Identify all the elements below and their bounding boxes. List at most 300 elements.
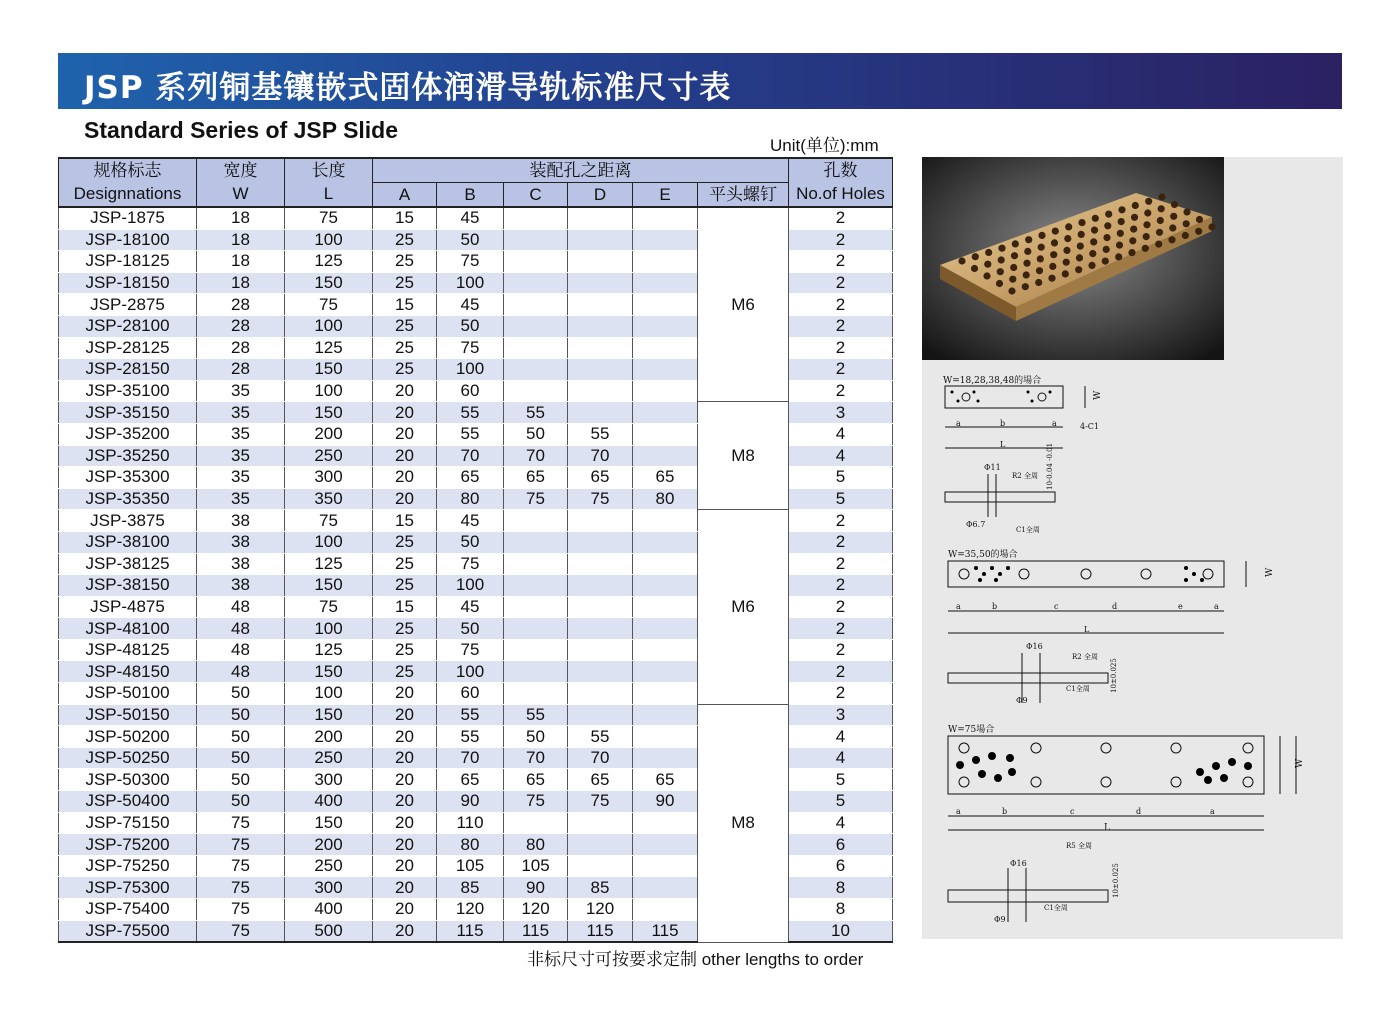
table-row xyxy=(59,704,893,726)
cell-c: 75 xyxy=(504,791,568,813)
cell-holes: 2 xyxy=(789,380,893,402)
cell-width: 75 xyxy=(197,855,285,877)
cell-b: 55 xyxy=(437,423,504,445)
cell-designation: JSP-38150 xyxy=(59,575,197,597)
cell-b: 45 xyxy=(437,596,504,618)
cell-d xyxy=(568,812,633,834)
cell-length: 150 xyxy=(285,272,373,294)
svg-text:a: a xyxy=(1214,602,1219,611)
cell-a: 20 xyxy=(373,683,437,705)
cell-holes: 2 xyxy=(789,531,893,553)
cell-d xyxy=(568,294,633,316)
cell-designation: JSP-18100 xyxy=(59,229,197,251)
cell-designation: JSP-2875 xyxy=(59,294,197,316)
cell-holes: 2 xyxy=(789,272,893,294)
cell-width: 75 xyxy=(197,877,285,899)
cell-b: 55 xyxy=(437,726,504,748)
cell-length: 150 xyxy=(285,812,373,834)
unit-label: Unit(单位):mm xyxy=(770,136,879,155)
cell-width: 38 xyxy=(197,575,285,597)
cell-length: 200 xyxy=(285,423,373,445)
cell-e: 115 xyxy=(633,920,698,942)
cell-holes: 4 xyxy=(789,726,893,748)
cell-d xyxy=(568,337,633,359)
cell-length: 150 xyxy=(285,661,373,683)
cell-designation: JSP-18150 xyxy=(59,272,197,294)
svg-text:c: c xyxy=(1070,807,1075,816)
drawing1-chamfer: 4-C1 xyxy=(1080,422,1100,431)
cell-b: 55 xyxy=(437,704,504,726)
cell-e xyxy=(633,596,698,618)
cell-length: 125 xyxy=(285,639,373,661)
svg-text:a: a xyxy=(1210,807,1215,816)
cell-holes: 5 xyxy=(789,791,893,813)
drawing1-c1: C1全周 xyxy=(1016,526,1040,534)
cell-designation: JSP-75300 xyxy=(59,877,197,899)
cell-width: 28 xyxy=(197,359,285,381)
cell-d: 65 xyxy=(568,467,633,489)
cell-holes: 2 xyxy=(789,575,893,597)
cell-d xyxy=(568,251,633,273)
cell-width: 48 xyxy=(197,661,285,683)
cell-e: 80 xyxy=(633,488,698,510)
cell-a: 25 xyxy=(373,531,437,553)
cell-c: 55 xyxy=(504,704,568,726)
cell-b: 50 xyxy=(437,315,504,337)
cell-e xyxy=(633,402,698,424)
cell-b: 55 xyxy=(437,402,504,424)
cell-holes: 2 xyxy=(789,294,893,316)
cell-designation: JSP-38125 xyxy=(59,553,197,575)
cell-c xyxy=(504,683,568,705)
svg-text:c: c xyxy=(1054,602,1059,611)
cell-width: 28 xyxy=(197,315,285,337)
cell-e xyxy=(633,834,698,856)
cell-a: 20 xyxy=(373,726,437,748)
cell-e: 90 xyxy=(633,791,698,813)
header-holes-cn: 孔数 xyxy=(789,158,893,183)
cell-designation: JSP-28125 xyxy=(59,337,197,359)
cell-designation: JSP-35150 xyxy=(59,402,197,424)
cell-d xyxy=(568,380,633,402)
cell-c: 120 xyxy=(504,899,568,921)
cell-c: 80 xyxy=(504,834,568,856)
table-row xyxy=(59,402,893,424)
cell-length: 150 xyxy=(285,704,373,726)
cell-designation: JSP-50150 xyxy=(59,704,197,726)
cell-d xyxy=(568,229,633,251)
svg-text:d: d xyxy=(1136,807,1142,816)
cell-d xyxy=(568,704,633,726)
cell-length: 300 xyxy=(285,769,373,791)
cell-a: 20 xyxy=(373,834,437,856)
cell-b: 120 xyxy=(437,899,504,921)
cell-designation: JSP-48125 xyxy=(59,639,197,661)
cell-e: 65 xyxy=(633,769,698,791)
cell-width: 18 xyxy=(197,251,285,273)
drawing3-c1: C1全周 xyxy=(1044,904,1068,912)
cell-c xyxy=(504,575,568,597)
cell-width: 18 xyxy=(197,207,285,229)
page-subtitle: Standard Series of JSP Slide xyxy=(84,117,399,143)
cell-designation: JSP-1875 xyxy=(59,207,197,229)
cell-width: 38 xyxy=(197,553,285,575)
cell-designation: JSP-48150 xyxy=(59,661,197,683)
cell-d xyxy=(568,596,633,618)
cell-d: 75 xyxy=(568,791,633,813)
cell-holes: 2 xyxy=(789,315,893,337)
cell-screw: M6 xyxy=(698,510,789,704)
cell-a: 20 xyxy=(373,445,437,467)
cell-a: 20 xyxy=(373,877,437,899)
cell-length: 100 xyxy=(285,380,373,402)
header-holes-en: No.of Holes xyxy=(789,183,893,208)
cell-a: 15 xyxy=(373,510,437,532)
cell-a: 20 xyxy=(373,855,437,877)
cell-width: 50 xyxy=(197,747,285,769)
header-width-cn: 宽度 xyxy=(197,158,285,183)
cell-b: 75 xyxy=(437,251,504,273)
cell-d: 115 xyxy=(568,920,633,942)
cell-designation: JSP-35250 xyxy=(59,445,197,467)
cell-c xyxy=(504,337,568,359)
cell-holes: 3 xyxy=(789,402,893,424)
cell-holes: 2 xyxy=(789,251,893,273)
cell-holes: 3 xyxy=(789,704,893,726)
cell-a: 20 xyxy=(373,402,437,424)
header-mount-distance: 装配孔之距离 xyxy=(373,158,789,183)
cell-c: 65 xyxy=(504,769,568,791)
drawing1-phi11: Φ11 xyxy=(984,463,1001,472)
cell-c xyxy=(504,315,568,337)
cell-e xyxy=(633,337,698,359)
cell-b: 100 xyxy=(437,575,504,597)
cell-designation: JSP-50200 xyxy=(59,726,197,748)
cell-b: 50 xyxy=(437,531,504,553)
cell-b: 100 xyxy=(437,661,504,683)
cell-e xyxy=(633,639,698,661)
cell-designation: JSP-75250 xyxy=(59,855,197,877)
cell-length: 125 xyxy=(285,553,373,575)
cell-length: 150 xyxy=(285,575,373,597)
drawing2-phi9: Φ9 xyxy=(1016,696,1028,705)
cell-holes: 2 xyxy=(789,553,893,575)
cell-c: 50 xyxy=(504,423,568,445)
svg-text:L: L xyxy=(1000,440,1006,449)
cell-width: 28 xyxy=(197,294,285,316)
cell-e xyxy=(633,380,698,402)
cell-designation: JSP-50400 xyxy=(59,791,197,813)
cell-holes: 6 xyxy=(789,834,893,856)
cell-a: 20 xyxy=(373,704,437,726)
cell-width: 75 xyxy=(197,920,285,942)
header-designation-en: Designnations xyxy=(59,183,197,208)
cell-b: 85 xyxy=(437,877,504,899)
cell-c: 75 xyxy=(504,488,568,510)
cell-c: 50 xyxy=(504,726,568,748)
cell-d xyxy=(568,315,633,337)
cell-b: 65 xyxy=(437,467,504,489)
cell-d xyxy=(568,359,633,381)
cell-d xyxy=(568,834,633,856)
cell-holes: 2 xyxy=(789,661,893,683)
page-title: JSP 系列铜基镶嵌式固体润滑导轨标准尺寸表 xyxy=(84,70,732,106)
cell-holes: 2 xyxy=(789,618,893,640)
cell-designation: JSP-35350 xyxy=(59,488,197,510)
cell-e xyxy=(633,445,698,467)
spec-table-body xyxy=(59,207,893,942)
cell-width: 35 xyxy=(197,402,285,424)
cell-c xyxy=(504,251,568,273)
cell-holes: 4 xyxy=(789,812,893,834)
cell-length: 400 xyxy=(285,791,373,813)
cell-e xyxy=(633,229,698,251)
cell-b: 75 xyxy=(437,639,504,661)
cell-b: 75 xyxy=(437,337,504,359)
cell-b: 90 xyxy=(437,791,504,813)
cell-holes: 2 xyxy=(789,639,893,661)
header-b: B xyxy=(437,183,504,208)
cell-c xyxy=(504,661,568,683)
footnote: 非标尺寸可按要求定制 other lengths to order xyxy=(527,950,864,969)
cell-width: 35 xyxy=(197,467,285,489)
cell-length: 250 xyxy=(285,747,373,769)
header-length-en: L xyxy=(285,183,373,208)
cell-a: 15 xyxy=(373,596,437,618)
svg-text:b: b xyxy=(1000,419,1006,428)
cell-width: 35 xyxy=(197,445,285,467)
cell-a: 15 xyxy=(373,207,437,229)
cell-c xyxy=(504,380,568,402)
cell-designation: JSP-50100 xyxy=(59,683,197,705)
cell-b: 80 xyxy=(437,488,504,510)
cell-d: 55 xyxy=(568,726,633,748)
cell-designation: JSP-4875 xyxy=(59,596,197,618)
cell-c: 65 xyxy=(504,467,568,489)
cell-d: 65 xyxy=(568,769,633,791)
title-banner xyxy=(58,53,1342,109)
cell-d xyxy=(568,639,633,661)
cell-d xyxy=(568,510,633,532)
cell-e xyxy=(633,251,698,273)
cell-width: 18 xyxy=(197,229,285,251)
cell-e xyxy=(633,294,698,316)
cell-width: 75 xyxy=(197,899,285,921)
cell-width: 50 xyxy=(197,726,285,748)
cell-length: 150 xyxy=(285,359,373,381)
cell-screw: M8 xyxy=(698,402,789,510)
table-row xyxy=(59,207,893,229)
cell-b: 50 xyxy=(437,229,504,251)
cell-b: 110 xyxy=(437,812,504,834)
cell-e xyxy=(633,315,698,337)
cell-holes: 5 xyxy=(789,467,893,489)
cell-width: 35 xyxy=(197,423,285,445)
cell-b: 50 xyxy=(437,618,504,640)
drawing2-tol: 10±0.025 xyxy=(1110,658,1118,693)
cell-designation: JSP-35100 xyxy=(59,380,197,402)
drawing-w35-50 xyxy=(940,545,1280,710)
cell-holes: 8 xyxy=(789,899,893,921)
drawing3-phi16: Φ16 xyxy=(1010,859,1027,868)
drawing-w18-48 xyxy=(940,372,1120,537)
cell-d xyxy=(568,618,633,640)
cell-width: 50 xyxy=(197,791,285,813)
cell-a: 20 xyxy=(373,423,437,445)
cell-c: 105 xyxy=(504,855,568,877)
cell-e xyxy=(633,575,698,597)
cell-e xyxy=(633,747,698,769)
cell-length: 500 xyxy=(285,920,373,942)
cell-c xyxy=(504,618,568,640)
cell-d xyxy=(568,272,633,294)
cell-designation: JSP-28100 xyxy=(59,315,197,337)
cell-c: 70 xyxy=(504,747,568,769)
cell-b: 45 xyxy=(437,510,504,532)
cell-c xyxy=(504,272,568,294)
cell-a: 20 xyxy=(373,920,437,942)
cell-a: 25 xyxy=(373,229,437,251)
cell-e xyxy=(633,877,698,899)
cell-designation: JSP-28150 xyxy=(59,359,197,381)
cell-c xyxy=(504,229,568,251)
cell-c xyxy=(504,812,568,834)
cell-width: 75 xyxy=(197,812,285,834)
cell-d xyxy=(568,575,633,597)
cell-b: 70 xyxy=(437,445,504,467)
cell-e xyxy=(633,704,698,726)
cell-a: 25 xyxy=(373,272,437,294)
cell-a: 25 xyxy=(373,661,437,683)
cell-c xyxy=(504,359,568,381)
cell-e xyxy=(633,553,698,575)
cell-width: 38 xyxy=(197,531,285,553)
cell-c: 90 xyxy=(504,877,568,899)
cell-length: 100 xyxy=(285,683,373,705)
drawing3-phi9: Φ9 xyxy=(994,915,1006,924)
cell-width: 48 xyxy=(197,618,285,640)
header-screw: 平头螺钉 xyxy=(698,183,789,208)
cell-holes: 2 xyxy=(789,683,893,705)
cell-e xyxy=(633,423,698,445)
cell-b: 80 xyxy=(437,834,504,856)
cell-holes: 4 xyxy=(789,445,893,467)
cell-width: 48 xyxy=(197,596,285,618)
cell-e xyxy=(633,661,698,683)
svg-text:a: a xyxy=(1052,419,1057,428)
cell-screw: M6 xyxy=(698,207,789,402)
cell-a: 20 xyxy=(373,747,437,769)
svg-text:L: L xyxy=(1084,625,1090,634)
cell-b: 60 xyxy=(437,380,504,402)
cell-length: 75 xyxy=(285,294,373,316)
cell-d xyxy=(568,553,633,575)
drawing-w75 xyxy=(940,720,1320,930)
cell-length: 400 xyxy=(285,899,373,921)
svg-text:e: e xyxy=(1178,602,1183,611)
cell-a: 20 xyxy=(373,899,437,921)
drawing1-tol: 10-0.04 -0.01 xyxy=(1046,442,1054,490)
cell-width: 50 xyxy=(197,683,285,705)
cell-c: 115 xyxy=(504,920,568,942)
cell-a: 20 xyxy=(373,467,437,489)
cell-length: 300 xyxy=(285,877,373,899)
cell-d: 75 xyxy=(568,488,633,510)
header-length-cn: 长度 xyxy=(285,158,373,183)
cell-b: 60 xyxy=(437,683,504,705)
cell-a: 25 xyxy=(373,575,437,597)
cell-d xyxy=(568,207,633,229)
cell-e xyxy=(633,726,698,748)
cell-a: 25 xyxy=(373,553,437,575)
cell-a: 25 xyxy=(373,618,437,640)
cell-b: 100 xyxy=(437,272,504,294)
cell-e xyxy=(633,855,698,877)
cell-holes: 4 xyxy=(789,747,893,769)
cell-holes: 2 xyxy=(789,337,893,359)
cell-width: 28 xyxy=(197,337,285,359)
cell-a: 25 xyxy=(373,359,437,381)
cell-length: 250 xyxy=(285,855,373,877)
cell-e xyxy=(633,683,698,705)
cell-c xyxy=(504,294,568,316)
cell-c xyxy=(504,531,568,553)
cell-designation: JSP-3875 xyxy=(59,510,197,532)
cell-a: 25 xyxy=(373,639,437,661)
cell-width: 75 xyxy=(197,834,285,856)
cell-a: 20 xyxy=(373,488,437,510)
cell-b: 115 xyxy=(437,920,504,942)
cell-e xyxy=(633,618,698,640)
svg-text:a: a xyxy=(956,602,961,611)
cell-width: 35 xyxy=(197,380,285,402)
cell-width: 18 xyxy=(197,272,285,294)
cell-d xyxy=(568,683,633,705)
cell-b: 105 xyxy=(437,855,504,877)
table-row xyxy=(59,510,893,532)
cell-length: 100 xyxy=(285,618,373,640)
cell-length: 250 xyxy=(285,445,373,467)
drawing2-caption: W=35,50的場合 xyxy=(948,550,1018,560)
cell-d xyxy=(568,402,633,424)
svg-text:a: a xyxy=(956,807,961,816)
cell-e xyxy=(633,899,698,921)
cell-a: 25 xyxy=(373,315,437,337)
cell-designation: JSP-50300 xyxy=(59,769,197,791)
cell-c: 70 xyxy=(504,445,568,467)
cell-a: 15 xyxy=(373,294,437,316)
drawing1-caption: W=18,28,38,48的場合 xyxy=(943,376,1042,386)
cell-holes: 2 xyxy=(789,229,893,251)
cell-a: 20 xyxy=(373,769,437,791)
cell-holes: 2 xyxy=(789,596,893,618)
svg-text:L: L xyxy=(1104,823,1110,833)
svg-text:W: W xyxy=(1265,567,1275,577)
cell-holes: 5 xyxy=(789,488,893,510)
svg-text:a: a xyxy=(956,419,961,428)
header-a: A xyxy=(373,183,437,208)
cell-holes: 8 xyxy=(789,877,893,899)
drawing3-caption: W=75場合 xyxy=(948,725,995,735)
cell-d: 55 xyxy=(568,423,633,445)
cell-c: 55 xyxy=(504,402,568,424)
svg-text:b: b xyxy=(992,602,998,611)
cell-c xyxy=(504,510,568,532)
cell-holes: 10 xyxy=(789,920,893,942)
cell-length: 300 xyxy=(285,467,373,489)
drawing1-phi67: Φ6.7 xyxy=(966,520,986,529)
cell-designation: JSP-35200 xyxy=(59,423,197,445)
